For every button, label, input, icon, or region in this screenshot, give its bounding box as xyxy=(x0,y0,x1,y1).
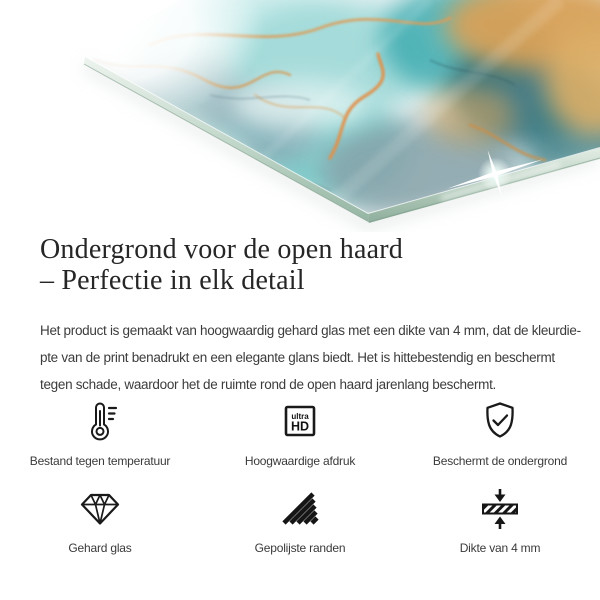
shield-check-icon xyxy=(478,399,522,443)
feature-grid xyxy=(0,396,600,556)
feature-print-quality xyxy=(200,396,400,469)
feature-label: Gehard glas xyxy=(68,541,132,555)
feature-label: Beschermt de ondergrond xyxy=(432,454,568,468)
description-line: Het product is gemaakt van hoogwaardig gehard glas met een dikte van 4 mm, dat de kleurdie- xyxy=(40,322,581,338)
ultra-hd-icon xyxy=(278,399,322,443)
page-title-line-1: Ondergrond voor de open haard xyxy=(40,234,403,265)
feature-label: Gepolijste randen xyxy=(254,541,346,555)
feature-polished-edges xyxy=(200,483,400,556)
svg-text:ultra: ultra xyxy=(291,412,309,421)
feature-tempered-glass xyxy=(0,483,200,556)
feature-thickness xyxy=(400,483,600,556)
product-description xyxy=(40,317,581,398)
feature-label: Hoogwaardige afdruk xyxy=(244,454,356,468)
thermometer-icon xyxy=(78,399,122,443)
product-photo xyxy=(0,0,600,232)
feature-temperature xyxy=(0,396,200,469)
description-line: tegen schade, waardoor het de ruimte rond de open haard jarenlang beschermt. xyxy=(40,376,497,392)
thickness-4mm-icon xyxy=(478,486,522,530)
polished-edges-icon xyxy=(278,486,322,530)
feature-label: Dikte van 4 mm xyxy=(459,541,541,555)
description-line: pte van de print benadrukt en een elegante glans biedt. Het is hittebestendig en beschermt xyxy=(40,349,555,365)
page-title xyxy=(40,234,565,296)
feature-label: Bestand tegen temperatuur xyxy=(29,454,171,468)
page-title-line-2: – Perfectie in elk detail xyxy=(40,265,305,296)
svg-text:HD: HD xyxy=(290,419,310,434)
glass-panel-image xyxy=(0,0,600,232)
feature-protection xyxy=(400,396,600,469)
diamond-icon xyxy=(78,486,122,530)
